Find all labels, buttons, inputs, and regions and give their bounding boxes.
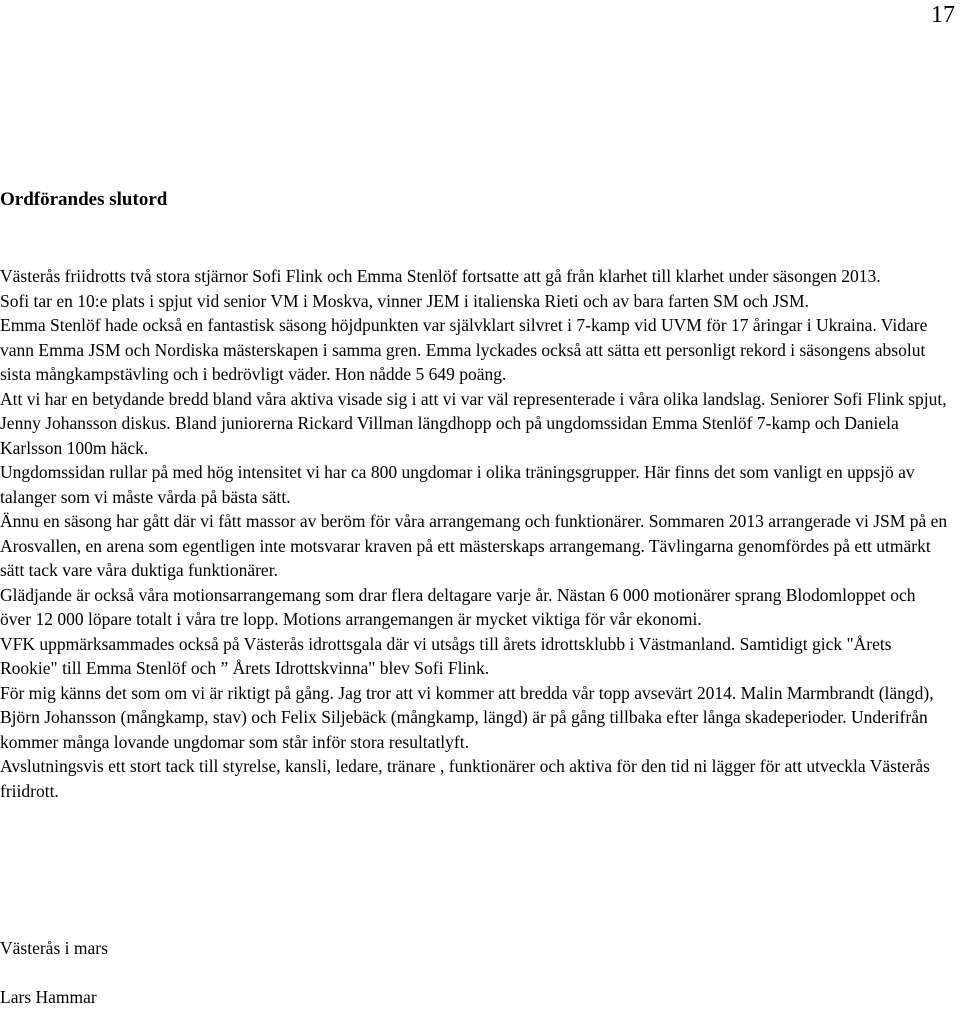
paragraph-exercise-events: Glädjande är också våra motionsarrangemang som drar flera deltagare varje år. Nästan 6 000 motionärer sprang Blodomloppet och över 12 000 löpare totalt i våra tre lopp. Motions arrangemangen är mycket viktiga för vår ekonomi. bbox=[0, 584, 916, 629]
paragraph-thanks: Avslutningsvis ett stort tack till styrelse, kansli, ledare, tränare , funktionärer och aktiva för den tid ni lägger för att utveckla Västerås friidrott. bbox=[0, 756, 930, 801]
closing-place-date: Västerås i mars bbox=[0, 938, 108, 958]
paragraph-emma-stenlof: Emma Stenlöf hade också en fantastisk säsong höjdpunkten var självklart silvret i 7-kamp vid UVM för 17 åringar i Ukraina. Vidare vann Emma JSM och Nordiska mästerskapen i samma gren. Emma lyckades också att sätta ett personligt rekord i säsongens absolut sista mångkampstävling och i bedrövligt väder. Hon nådde 5 649 poäng. bbox=[0, 315, 928, 384]
signature-name: Lars Hammar bbox=[0, 987, 97, 1007]
paragraph-outlook-2014: För mig känns det som om vi är riktigt på gång. Jag tror att vi kommer att bredda vår topp avsevärt 2014. Malin Marmbrandt (längd), Björn Johansson (mångkamp, stav) och Felix Siljebäck (mångkamp, längd) är på gång tillbaka efter långa skadeperioder. Underifrån kommer många lovande ungdomar som står inför stora resultatlyft. bbox=[0, 682, 934, 752]
body-text bbox=[0, 264, 950, 803]
section-heading: Ordförandes slutord bbox=[0, 189, 168, 210]
paragraph-sports-gala: VFK uppmärksammades också på Västerås idrottsgala där vi utsågs till årets idrottsklubb i Västmanland. Samtidigt gick "Årets Rookie" till Emma Stenlöf och ” Årets Idrottskvinna" blev Sofi Flink. bbox=[0, 633, 892, 678]
paragraph-youth: Ungdomssidan rullar på med hög intensitet vi har ca 800 ungdomar i olika träningsgrupper. Här finns det som vanligt en uppsjö av talanger som vi måste vårda på bästa sätt. bbox=[0, 462, 915, 507]
paragraph-arrangements: Ännu en säsong har gått där vi fått massor av beröm för våra arrangemang och funktionärer. Sommaren 2013 arrangerade vi JSM på en Arosvallen, en arena som egentligen inte motsvarar kraven på ett mästerskaps arrangemang. Tävlingarna genomfördes på ett utmärkt sätt tack vare våra duktiga funktionärer. bbox=[0, 511, 948, 580]
paragraph-sofi-flink: Sofi tar en 10:e plats i spjut vid senior VM i Moskva, vinner JEM i italienska Rieti och av bara farten SM och JSM. bbox=[0, 290, 809, 311]
page-number: 17 bbox=[931, 2, 955, 28]
paragraph-national-teams: Att vi har en betydande bredd bland våra aktiva visade sig i att vi var väl representerade i våra olika landslag. Seniorer Sofi Flink spjut, Jenny Johansson diskus. Bland juniorerna Rickard Villman längdhopp och på ungdomssidan Emma Stenlöf 7-kamp och Daniela Karlsson 100m häck. bbox=[0, 388, 947, 458]
paragraph-stars-intro: Västerås friidrotts två stora stjärnor Sofi Flink och Emma Stenlöf fortsatte att gå från klarhet till klarhet under säsongen 2013. bbox=[0, 266, 881, 286]
